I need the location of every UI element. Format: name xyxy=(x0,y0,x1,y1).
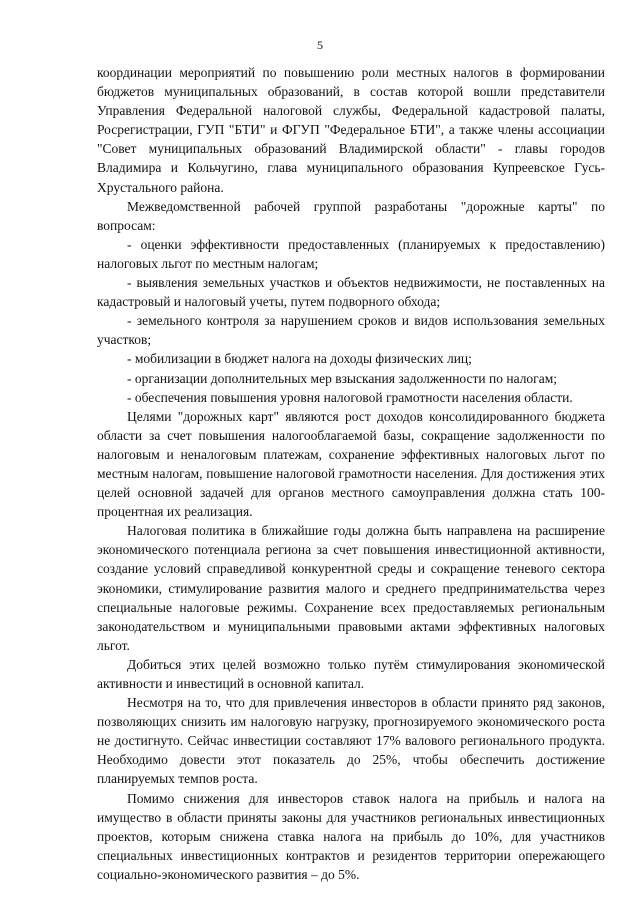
document-body xyxy=(97,63,605,884)
paragraph-achieve-goals: Добиться этих целей возможно только путём стимулирования экономической активности и инвестиций в основной капитал. xyxy=(97,656,605,691)
paragraph-roadmaps-intro: Межведомственной рабочей группой разработаны "дорожные карты" по вопросам: xyxy=(97,198,605,233)
paragraph-commission-members: координации мероприятий по повышению роли местных налогов в формировании бюджетов муниципальных образований, в состав которой вошли представители Управления Федеральной налоговой службы, Федеральной кадастровой палаты, Росрегистрации, ГУП "БТИ" и ФГУП "Федеральное БТИ", а также члены ассоциации "Совет муниципальных образований Владимирской области" - главы городов Владимира и Кольчугино, глава муниципального образования Купреевское Гусь-Хрустального района. xyxy=(97,65,605,195)
paragraph-roadmap-goals: Целями "дорожных карт" являются рост доходов консолидированного бюджета области за счет повышения налогооблагаемой базы, сокращение задолженности по налоговым и неналоговым платежам, сохранение эффективных налоговых льгот по местным налогам, повышение налоговой грамотности населения. Для достижения этих целей основной задачей для органов местного самоуправления должна стать 100-процентная их реализация. xyxy=(97,408,605,520)
page-number: 5 xyxy=(317,38,323,52)
list-item-tax-literacy: - обеспечения повышения уровня налоговой грамотности населения области. xyxy=(127,389,573,405)
paragraph-investment: Несмотря на то, что для привлечения инвесторов в области принято ряд законов, позволяющих снизить им налоговую нагрузку, прогнозируемого экономического роста не достигнуто. Сейчас инвестиции составляют 17% валового регионального продукта. Необходимо довести этот показатель до 25%, чтобы обеспечить достижение планируемых темпов роста. xyxy=(97,695,605,787)
list-item-tax-benefits: - оценки эффективности предоставленных (планируемых к предоставлению) налоговых льгот по местным налогам; xyxy=(97,236,605,271)
list-item-unregistered-property: - выявления земельных участков и объектов недвижимости, не поставленных на кадастровый и налоговый учеты, путем подворного обхода; xyxy=(97,275,605,310)
list-item-debt-collection: - организации дополнительных мер взыскания задолженности по налогам; xyxy=(127,370,558,386)
paragraph-tax-rates: Помимо снижения для инвесторов ставок налога на прибыль и налога на имущество в области приняты законы для участников региональных инвестиционных проектов, которым снижена ставка налога на прибыль до 10%, для участников специальных инвестиционных контрактов и резидентов территории опережающего социально-экономического развития – до 5%. xyxy=(97,790,605,882)
list-item-income-tax: - мобилизации в бюджет налога на доходы физических лиц; xyxy=(127,351,472,367)
list-item-land-control: - земельного контроля за нарушением сроков и видов использования земельных участков; xyxy=(97,313,605,348)
paragraph-tax-policy: Налоговая политика в ближайшие годы должна быть направлена на расширение экономического потенциала региона за счет повышения инвестиционной активности, создание условий справедливой конкурентной среды и сокращение теневого сектора экономики, стимулирование развития малого и среднего предпринимательства через специальные налоговые режимы. Сохранение всех предоставляемых региональным законодательством и муниципальными правовыми актами эффективных налоговых льгот. xyxy=(97,523,605,653)
